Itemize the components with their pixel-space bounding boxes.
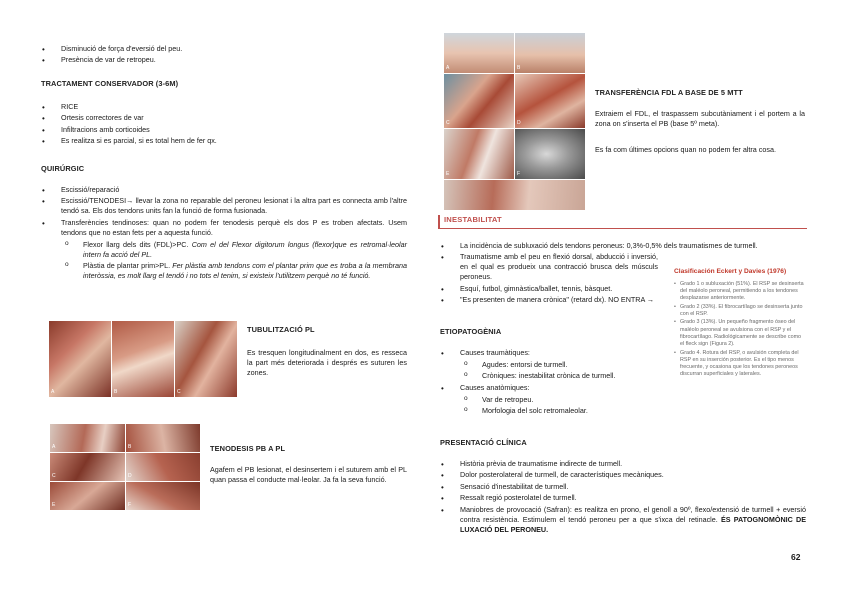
classification-row: • Grado 1 o subluxación (51%). El RSP se desinserta del maléolo peroneal, permitiendo a los tendones desplazarse anteriormente.	[674, 281, 806, 303]
transfer-photo-g	[443, 179, 586, 211]
classification-box	[674, 268, 806, 380]
list-item	[61, 240, 407, 260]
list-item: o Agudes: entorsi de turmell.	[460, 360, 670, 370]
list-item	[61, 261, 407, 281]
list-item	[440, 383, 670, 416]
list-item: • Escissió/reparació	[41, 185, 407, 195]
list-item: • Es realitza si es parcial, si es total hem de fer qx.	[41, 136, 391, 146]
tubulitzacio-text: Es tresquen longitudinalment en dos, es resseca la part més deteriorada i després es suturen les zones.	[247, 348, 407, 377]
etiopatogenia-list	[440, 348, 670, 418]
list-item: • Esquí, futbol, gimnàstica/ballet, tennis, bàsquet.	[440, 284, 806, 294]
presentation-list	[440, 459, 806, 536]
transfer-photo-a: A	[443, 32, 515, 74]
tenodesis-text: Agafem el PB lesionat, el desinsertem i el suturem amb el PL quan passa el conducte mal·leolar. Ja fa la seva funció.	[210, 465, 407, 484]
tenodesis-photo-b: B	[125, 423, 201, 453]
safran-text: Maniobres de provocació (Safran): es realitza en prono, el genoll a 90º, flexo/extensió de turmell + eversió contra resistència. Estimulem el tendó peroneu per a que s'ixca del retinacle.	[460, 504, 806, 524]
surgical-heading: QUIRÚRGIC	[41, 164, 85, 173]
causes-trauma: Causes traumàtiques:	[460, 348, 530, 357]
surgery-photo-c: C	[174, 320, 238, 398]
causes-anatomical: Causes anatòmiques:	[460, 382, 530, 392]
list-item: o Morfologia del solc retromaleolar.	[460, 406, 670, 416]
list-item: • Ortesis correctores de var	[41, 113, 391, 123]
transfer-text-2: Es fa com últimes opcions quan no podem fer altra cosa.	[595, 145, 776, 154]
surgery-photo-b: B	[111, 320, 175, 398]
list-item: • Escissió/TENODESI→ llevar la zona no reparable del peroneu lesionat i la altra part es connecta amb l'altre tendó sa. Els dos tendons units fan la funció de forma fusionada.	[41, 196, 407, 216]
tenodesis-photo-d: D	[125, 452, 201, 482]
list-item	[41, 218, 407, 281]
list-item: • "Es presenten de manera crònica" (retard dx). NO ENTRA →	[440, 295, 658, 305]
classification-row: • Grado 2 (33%). El fibrocartílago se desinserta junto con el RSP.	[674, 304, 806, 319]
list-item: • Dolor posterolateral de turmell, de característiques mecàniques.	[440, 470, 806, 480]
etiopatogenia-heading: ETIOPATOGÈNIA	[440, 327, 502, 336]
classification-row: • Grado 4. Rotura del RSP, o avulsión completa del RSP en su inserción posterior. Es el tipo menos frecuente, y ocasiona que los tendones peroneos discurran superficiales y laterales.	[674, 350, 806, 379]
top-bullets	[41, 44, 391, 67]
surgery-photo-a: A	[48, 320, 112, 398]
transfer-photo-e: E	[443, 128, 515, 180]
tenodesis-photo-f: F	[125, 481, 201, 511]
transfer-text: Transferències tendinoses: quan no podem fer tenodesis perquè els dos P es troben afectats. Usem tendons que no estan fets per a aquesta funció.	[61, 217, 407, 237]
classification-row: • Grado 3 (13%). Un pequeño fragmento óseo del maléolo peroneal se avulsiona con el RSP y el fibrocartílago. Radiológicamente se describe como el fleck sign (Figura 2).	[674, 319, 806, 348]
presentation-heading: PRESENTACIÓ CLÍNICA	[440, 438, 527, 447]
list-item: • RICE	[41, 102, 391, 112]
sub-lead: Flexor llarg dels dits (FDL)>PC.	[83, 239, 192, 249]
page-number: 62	[791, 552, 801, 562]
instability-heading: INESTABILITAT	[444, 215, 502, 224]
list-item: • Disminució de força d'eversió del peu.	[41, 44, 391, 54]
list-item: • Sensació d'inestabilitat de turmell.	[440, 482, 806, 492]
instability-section-bar	[438, 215, 807, 229]
sub-lead: Plàstia de plantar prim>PL.	[83, 261, 173, 271]
safran-bold: ÉS PATOGNOMÒNIC DE LUXACIÓ DEL PERONEU.	[460, 514, 806, 534]
tubulitzacio-heading: TUBULITZACIÓ PL	[247, 325, 315, 334]
tenodesis-heading: TENODESIS PB A PL	[210, 444, 286, 453]
classification-title: Clasificación Eckert y Davies (1976)	[674, 268, 787, 275]
transfer-photo-b: B	[514, 32, 586, 74]
list-item: • Infiltracions amb corticoides	[41, 125, 391, 135]
transfer-photo-c: C	[443, 73, 515, 129]
sub-italic: Fer plàstia amb tendons com el plantar prim que es troba a la membrana interòssia, es molt llarg el tendó i no tots el tenim, si existeix l'utilitzem perquè no té funció.	[83, 261, 407, 280]
list-item	[440, 505, 806, 535]
list-item: • La incidència de subluxació dels tendons peroneus: 0,3%-0,5% dels traumatismes de turmell.	[440, 241, 806, 251]
surgical-list	[41, 185, 407, 282]
list-item: • Traumatisme amb el peu en flexió dorsal, abducció i inversió, en el qual es produeix una contracció brusca dels músculs peroneus.	[440, 252, 658, 282]
sub-italic: Com el del Flexor digitorum longus (flexor)que es retromal·leolar intern fa acció del PL.	[83, 239, 408, 259]
tenodesis-photo-c: C	[49, 452, 126, 482]
transfer-photo-d: D	[514, 73, 586, 129]
tenodesis-photo-a: A	[49, 423, 126, 453]
list-item: • Ressalt regió posterolatel de turmell.	[440, 493, 806, 503]
transfer-xray-f: F	[514, 128, 586, 180]
transfer-heading: TRANSFERÈNCIA FDL A BASE DE 5 MTT	[595, 88, 743, 97]
list-item: o Cròniques: inestabilitat crònica de turmell.	[460, 371, 670, 381]
transfer-text-1: Extraiem el FDL, el traspassem subcutàniament i el portem a la zona on s'inserta el PB (base 5º meta).	[595, 109, 805, 128]
conservative-heading: TRACTAMENT CONSERVADOR (3-6M)	[41, 79, 179, 88]
list-item: • Presència de var de retropeu.	[41, 55, 391, 65]
list-item	[440, 348, 670, 381]
tenodesis-photo-e: E	[49, 481, 126, 511]
list-item: • Història prèvia de traumatisme indirecte de turmell.	[440, 459, 806, 469]
list-item: o Var de retropeu.	[460, 395, 670, 405]
conservative-list	[41, 102, 391, 148]
